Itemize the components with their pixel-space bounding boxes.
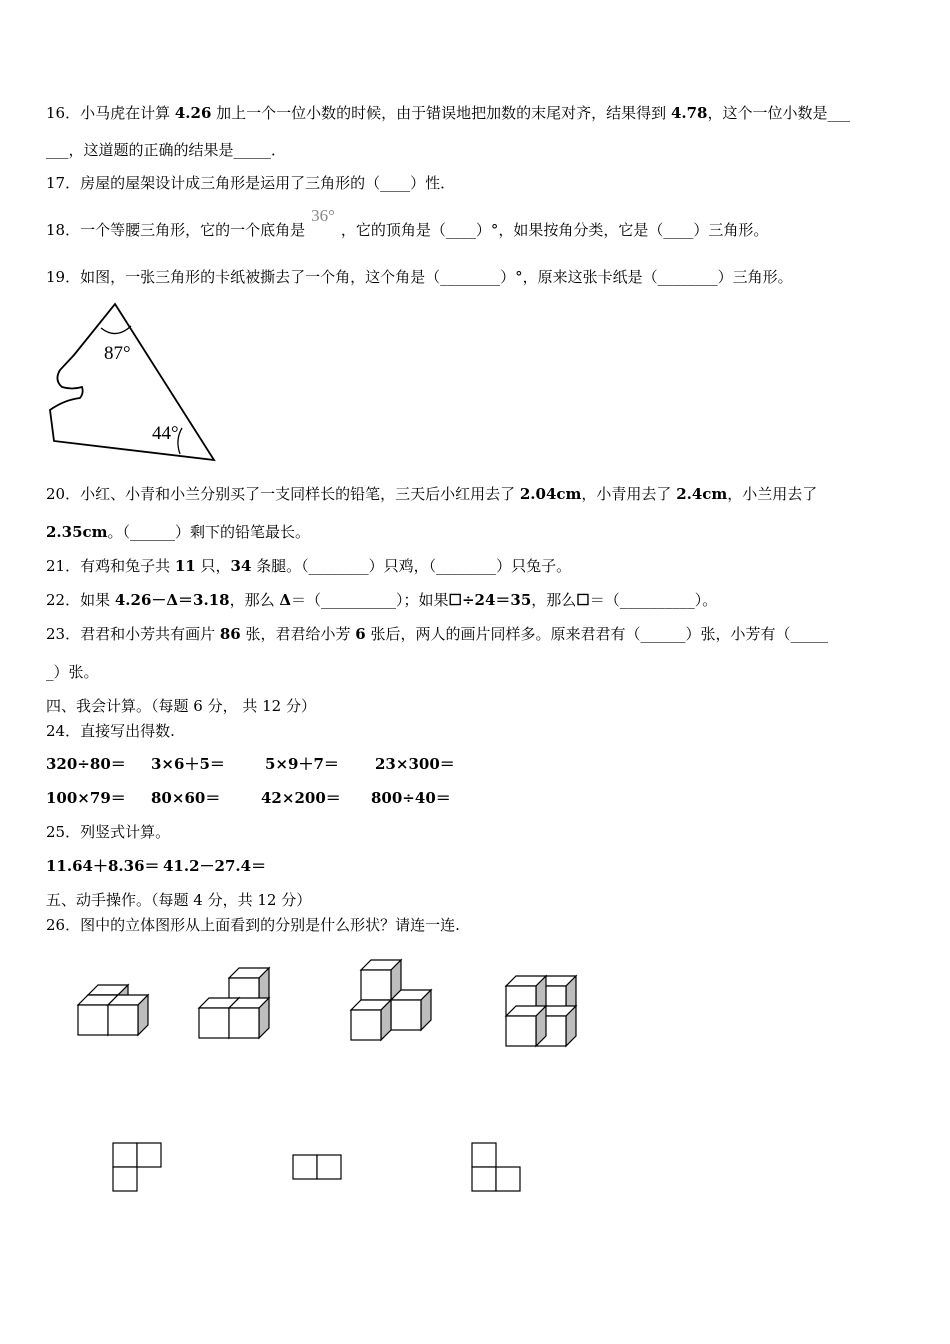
solid-figure-2 [199, 968, 269, 1038]
calc-item: 100×79＝ [46, 789, 126, 807]
section-4-heading: 四、我会计算。（每题 6 分， 共 12 分） [46, 697, 316, 715]
calc-item: 3×6＋5＝ [151, 755, 225, 773]
calc-item: 5×9＋7＝ [265, 755, 339, 773]
question-23-line2: _）张。 [46, 663, 99, 681]
angle-label-87: 87° [104, 343, 131, 364]
calc-item: 23×300＝ [375, 755, 455, 773]
question-18: 18．一个等腰三角形，它的一个底角是36°，它的顶角是（____）°，如果按角分类，它是（____）三角形。 [46, 206, 769, 239]
calc-item: 800÷40＝ [371, 789, 451, 807]
calc-item: 320÷80＝ [46, 755, 126, 773]
question-25: 25．列竖式计算。 [46, 823, 171, 841]
calc-item: 80×60＝ [151, 789, 221, 807]
angle-label-44: 44° [152, 423, 179, 444]
top-view-2 [293, 1155, 341, 1179]
question-22: 22．如果 4.26－Δ＝3.18，那么 Δ＝（__________）；如果☐÷24＝35，那么☐＝（__________）。 [46, 591, 718, 609]
calc-item: 42×200＝ [261, 789, 341, 807]
question-16-line1: 16．小马虎在计算 4.26 加上一个一位小数的时候，由于错误地把加数的末尾对齐，结果得到 4.78，这个一位小数是___ [46, 104, 851, 122]
calc-item: 11.64＋8.36＝ [46, 857, 160, 875]
top-view-3 [472, 1143, 520, 1191]
top-view-1 [113, 1143, 161, 1191]
solid-figure-4 [506, 976, 576, 1046]
angle-36-image: 36° [311, 206, 335, 225]
question-26: 26．图中的立体图形从上面看到的分别是什么形状？请连一连. [46, 916, 460, 934]
question-20-line1: 20．小红、小青和小兰分别买了一支同样长的铅笔，三天后小红用去了 2.04cm，小青用去了 2.4cm，小兰用去了 [46, 485, 818, 503]
solid-figure-3 [351, 960, 431, 1040]
question-24: 24．直接写出得数. [46, 722, 175, 740]
section-5-heading: 五、动手操作。（每题 4 分，共 12 分） [46, 891, 312, 909]
solid-figure-1 [78, 985, 148, 1035]
calc-item: 41.2－27.4＝ [163, 857, 267, 875]
question-17: 17．房屋的屋架设计成三角形是运用了三角形的（____）性． [46, 174, 456, 192]
question-20-line2: 2.35cm。（______）剩下的铅笔最长。 [46, 523, 311, 541]
question-16-line2: ___，这道题的正确的结果是_____． [46, 141, 287, 159]
question-21: 21．有鸡和兔子共 11 只，34 条腿。（________）只鸡，（________）只兔子。 [46, 557, 572, 575]
question-23-line1: 23．君君和小芳共有画片 86 张，君君给小芳 6 张后，两人的画片同样多。原来君君有（______）张，小芳有（_____ [46, 625, 828, 643]
question-19: 19．如图，一张三角形的卡纸被撕去了一个角，这个角是（________）°，原来这张卡纸是（________）三角形。 [46, 268, 793, 286]
